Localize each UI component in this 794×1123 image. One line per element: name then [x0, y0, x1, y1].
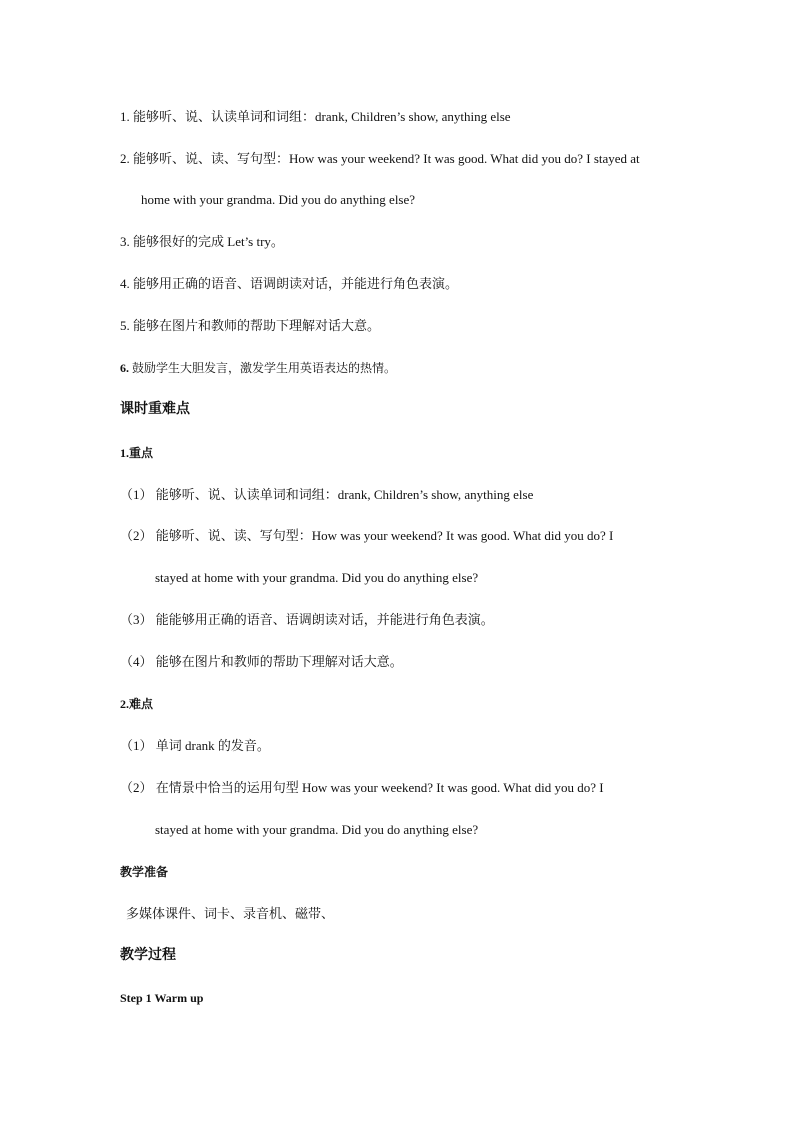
- key-item-3: [120, 611, 494, 629]
- key-item-2-continued: [155, 569, 478, 587]
- section-title-key-difficult: 课时重难点: [120, 402, 190, 417]
- item-number: （1）: [120, 487, 153, 502]
- objective-text: 能够用正确的语音、语调朗读对话，并能进行角色表演。: [133, 276, 459, 291]
- objective-text: home with your grandma. Did you do anything else?: [141, 192, 416, 207]
- objective-text: 能够听、说、认读单词和词组：drank, Children’s show, anything else: [133, 109, 511, 124]
- objective-text: 能够听、说、读、写句型：How was your weekend? It was good. What did you do? I stayed at: [133, 151, 640, 166]
- difficult-item-2: [120, 779, 604, 797]
- subsection-title-key: 1.重点: [120, 446, 154, 460]
- item-text: 能够听、说、读、写句型：How was your weekend? It was good. What did you do? I: [155, 528, 614, 543]
- objective-4: [120, 275, 458, 293]
- preparation-text: 多媒体课件、词卡、录音机、磁带、: [126, 906, 335, 921]
- item-text: 在情景中恰当的运用句型 How was your weekend? It was good. What did you do? I: [155, 780, 604, 795]
- item-number: （1）: [120, 738, 153, 753]
- objective-2-continued: [141, 191, 415, 209]
- objective-6: [120, 359, 396, 377]
- objective-number: 4.: [120, 276, 130, 291]
- item-text: 能够在图片和教师的帮助下理解对话大意。: [155, 654, 403, 669]
- objective-number: 1.: [120, 109, 130, 124]
- objective-number: 3.: [120, 234, 130, 249]
- objective-text: 能够在图片和教师的帮助下理解对话大意。: [133, 318, 381, 333]
- key-item-4: [120, 653, 403, 671]
- step-1-title: Step 1 Warm up: [120, 991, 204, 1005]
- item-text: stayed at home with your grandma. Did you do anything else?: [155, 822, 479, 837]
- objective-5: [120, 317, 380, 335]
- item-number: （2）: [120, 528, 153, 543]
- objective-3: [120, 233, 284, 251]
- subsection-title-difficult: 2.难点: [120, 697, 154, 711]
- item-number: （2）: [120, 780, 153, 795]
- item-number: （4）: [120, 654, 153, 669]
- difficult-item-2-continued: [155, 821, 478, 839]
- objective-text: 鼓励学生大胆发言，激发学生用英语表达的热情。: [132, 361, 397, 375]
- objective-number: 6.: [120, 361, 129, 375]
- objective-number: 2.: [120, 151, 130, 166]
- item-text: stayed at home with your grandma. Did you do anything else?: [155, 570, 479, 585]
- key-item-1: [120, 486, 533, 504]
- item-text: 能能够用正确的语音、语调朗读对话，并能进行角色表演。: [155, 612, 494, 627]
- objective-2: [120, 150, 640, 168]
- difficult-item-1: [120, 737, 270, 755]
- item-number: （3）: [120, 612, 153, 627]
- section-title-preparation: 教学准备: [120, 865, 169, 879]
- section-title-process: 教学过程: [120, 948, 176, 963]
- item-text: 能够听、说、认读单词和词组：drank, Children’s show, anything else: [155, 487, 534, 502]
- item-text: 单词 drank 的发音。: [155, 738, 270, 753]
- key-item-2: [120, 527, 613, 545]
- objective-number: 5.: [120, 318, 130, 333]
- objective-1: [120, 108, 511, 126]
- objective-text: 能够很好的完成 Let’s try。: [133, 234, 284, 249]
